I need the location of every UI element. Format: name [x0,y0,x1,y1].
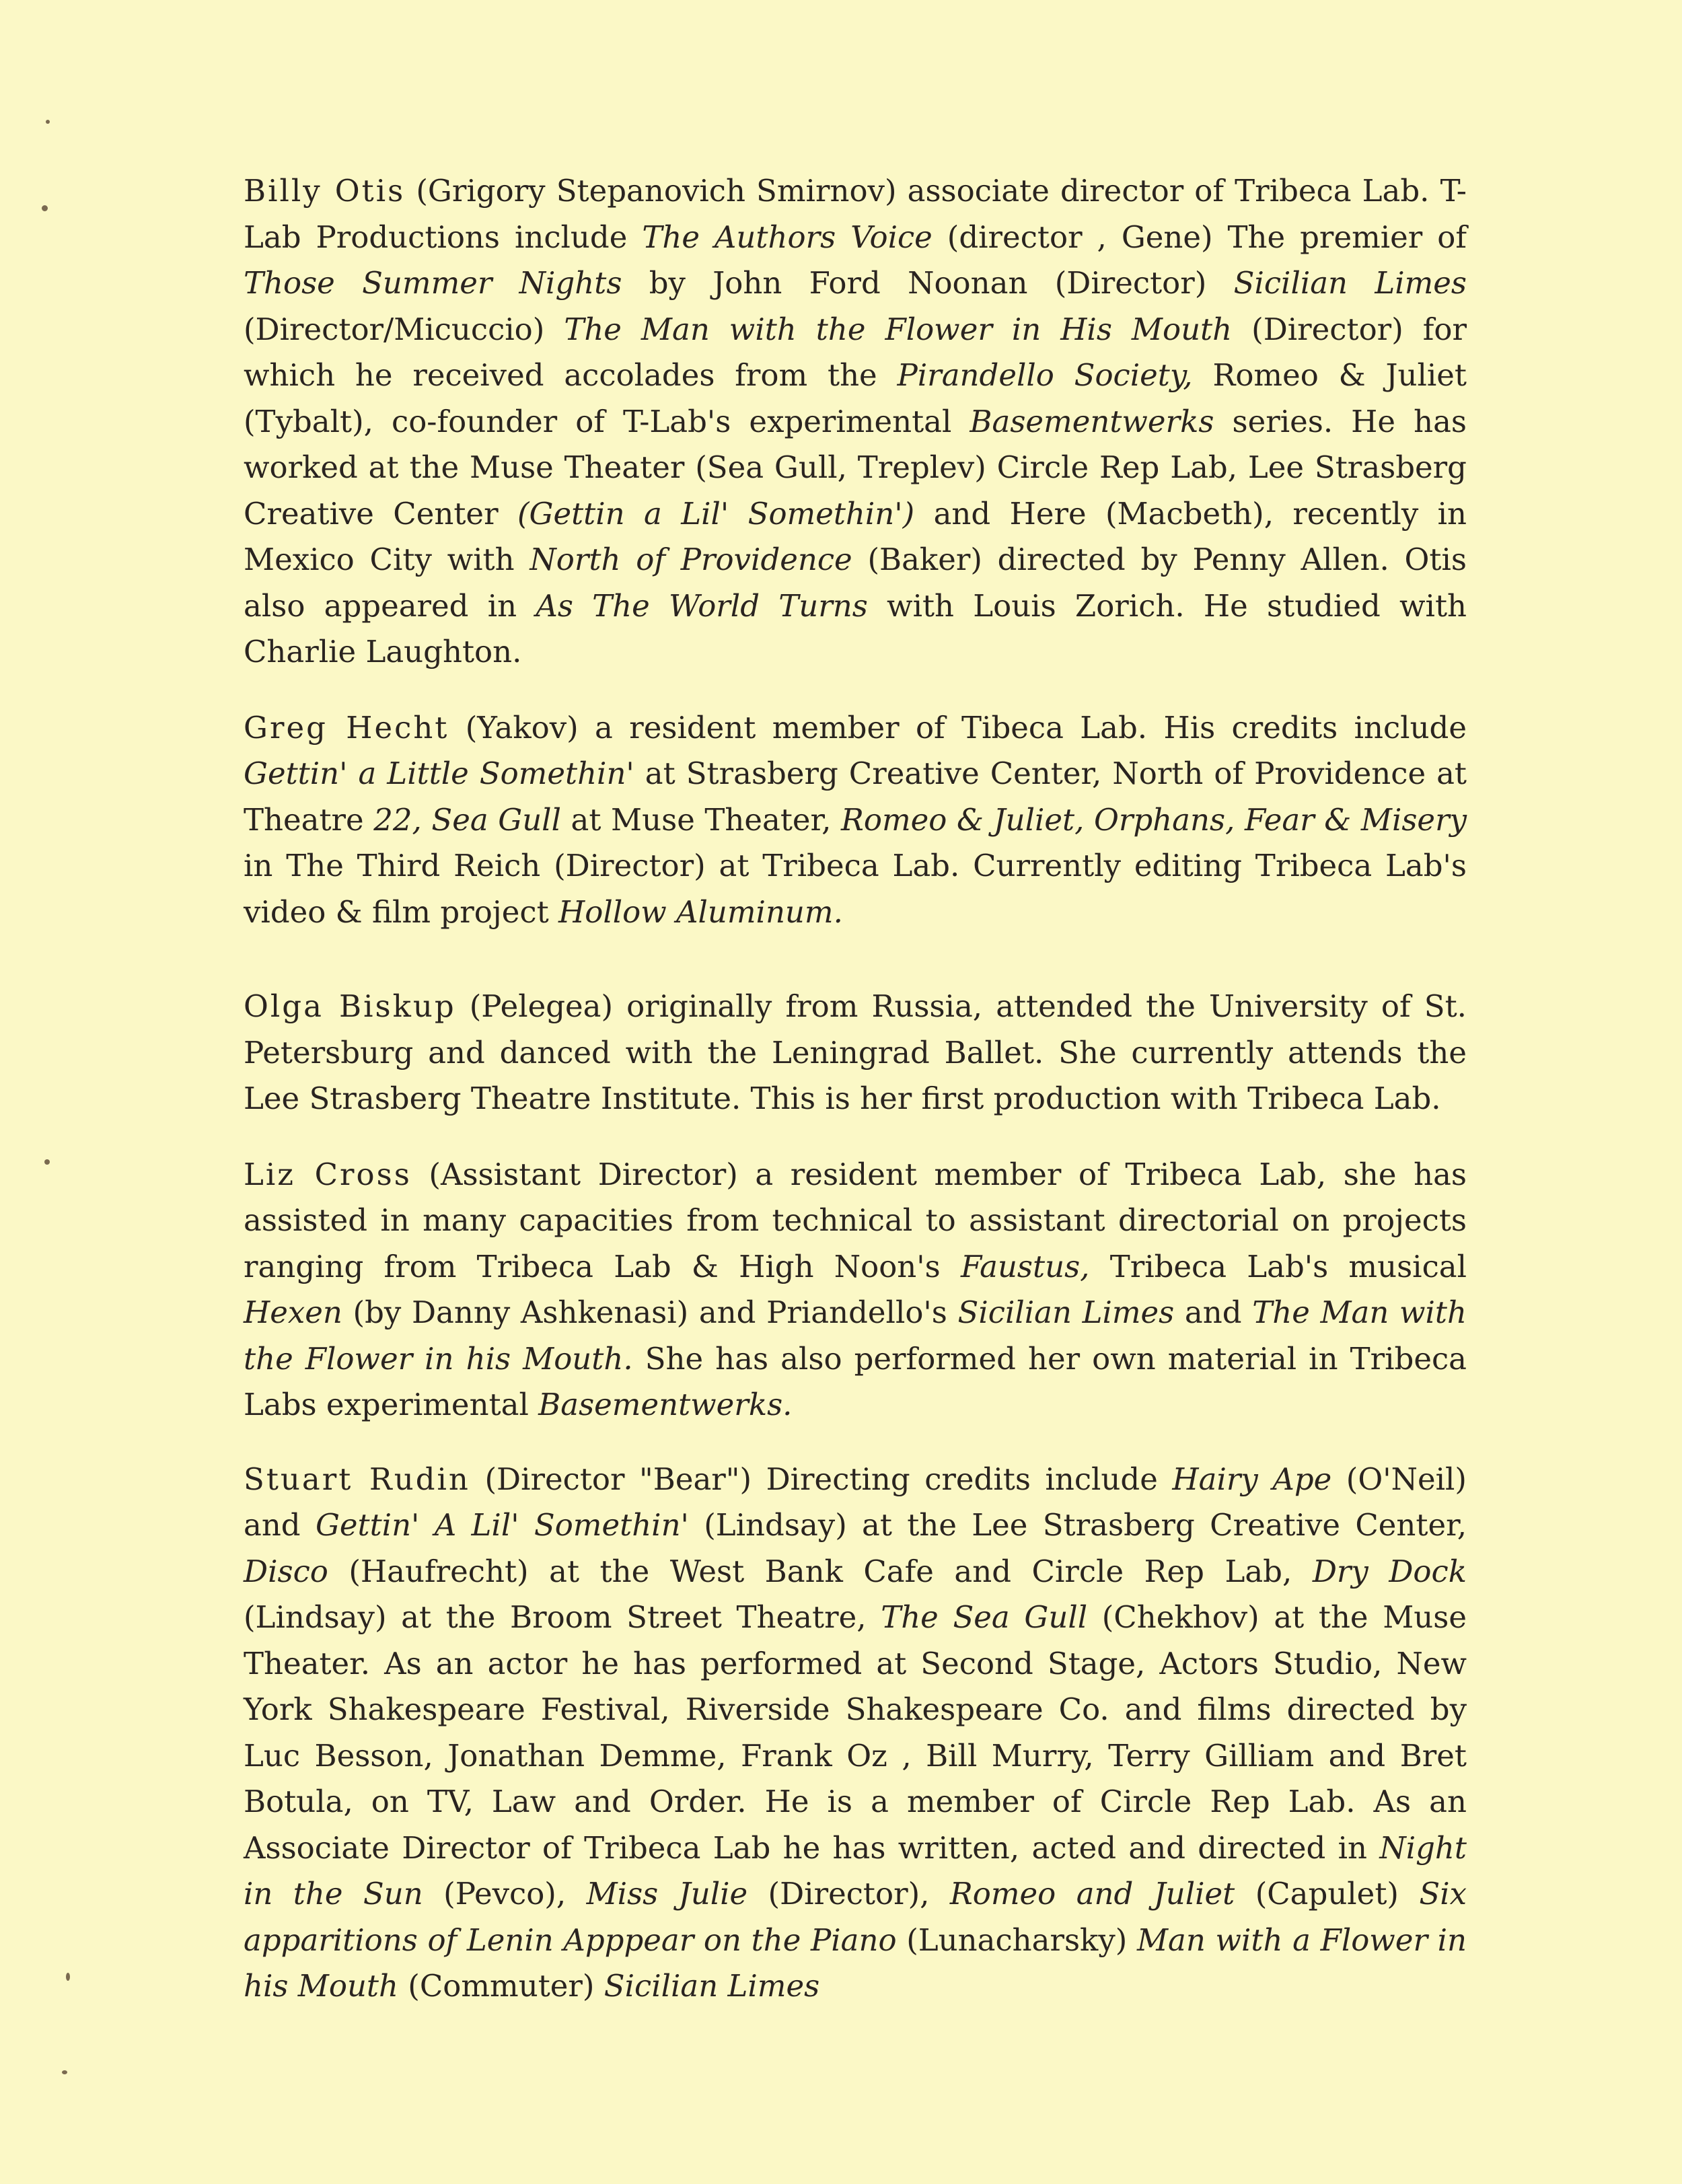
bio-text: (Director), [747,1876,950,1912]
bio-title-italic: Romeo & Juliet, Orphans, Fear & Misery [841,801,1467,838]
bio-text: and Here (Macbeth), recently in Mexico City with [244,495,1467,577]
bio-text: (by Danny Ashkenasi) and Priandello's [342,1295,958,1330]
bio-title-italic: Disco [244,1553,328,1589]
bio-person-name: Stuart Rudin [244,1461,470,1497]
bio-title-italic: Miss Julie [586,1876,748,1912]
bio-title-italic: Hollow Aluminum. [558,894,843,930]
bio-title-italic: Night in the Sun [244,1829,1467,1912]
bio-title-italic: Basementwerks. [538,1387,793,1422]
bio-olga-biskup [244,984,1467,1122]
bio-stuart-rudin [244,1457,1467,2010]
bio-text: (Grigory Stepanovich Smirnov) associate director of Tribeca Lab. T-Lab Productions include [244,173,1467,255]
bio-text: in The Third Reich (Director) at Tribeca Lab. Currently editing Tribeca Lab's video & film project [244,848,1467,930]
bio-person-name: Greg Hecht [244,709,449,745]
bio-title-italic: Sicilian Limes [604,1968,820,2004]
paper-speck [66,1973,70,1981]
paper-speck [42,205,48,211]
bio-title-italic: Gettin' A Lil' Somethin' [315,1507,689,1543]
bio-liz-cross [244,1152,1467,1428]
bio-text: (Lindsay) at the Broom Street Theatre, [244,1599,881,1635]
bio-text: (Haufrecht) at the West Bank Cafe and Circle Rep Lab, [328,1553,1313,1589]
bio-title-italic: The Man with the Flower in his Mouth. [244,1295,1467,1377]
bio-title-italic: Hexen [244,1295,342,1330]
bio-title-italic: (Gettin a Lil' Somethin') [517,495,915,532]
bio-text: (Lunacharsky) [896,1922,1137,1958]
bio-text: (Chekhov) at the Muse Theater. As an actor he has performed at Second Stage, Actors Studio, New York Shakespeare Festival, Riverside Shakespeare Co. and films directed by Luc Besson, Jonathan Demme, Frank Oz , Bill Murry, Terry Gilliam and Bret Botula, on TV, Law and Order. He is a member of Circle Rep Lab. As an Associate Director of Tribeca Lab he has written, acted and directed in [244,1599,1467,1866]
bio-greg-hecht [244,705,1467,936]
bio-title-italic: Sicilian Limes [957,1295,1175,1330]
bio-title-italic: Basementwerks [970,403,1214,439]
bio-text: at Muse Theater, [560,801,842,838]
paper-speck [44,1159,50,1165]
bio-title-italic: Faustus, [960,1248,1090,1284]
bio-title-italic: As The World Turns [536,587,868,624]
bio-person-name: Liz Cross [244,1156,412,1192]
bio-text: (Assistant Director) a resident member of Tribeca Lab, she has assisted in many capacities from technical to assistant directorial on projects ranging from Tribeca Lab & High Noon's [244,1156,1467,1284]
bio-text: Romeo & Juliet (Tybalt), co-founder of T-Lab's experimental [244,357,1467,439]
paper-speck [46,120,50,124]
bio-title-italic: 22, Sea Gull [373,801,561,838]
bio-text: (O'Neil) and [244,1461,1467,1543]
bio-text: with Louis Zorich. He studied with Charlie Laughton. [244,587,1467,669]
bio-title-italic: Romeo and Juliet [949,1876,1235,1912]
bio-title-italic: Those Summer Nights [244,265,622,301]
bio-title-italic: Pirandello Society, [897,357,1193,393]
bio-title-italic: Dry Dock [1312,1553,1467,1589]
bio-text: at Strasberg Creative Center, North of Providence at Theatre [244,756,1467,838]
bio-text: (Director) for which he received accolades from the [244,311,1467,393]
bio-text: and [1174,1295,1253,1330]
bio-text: by John Ford Noonan (Director) [622,265,1234,301]
bio-title-italic: Gettin' a Little Somethin' [244,756,634,791]
bio-text: (Capulet) [1235,1876,1420,1912]
bio-person-name: Billy Otis [244,173,406,209]
bio-title-italic: Sicilian Limes [1233,265,1467,301]
bio-text: (Director "Bear") Directing credits include [470,1461,1173,1497]
bio-text: (Director/Micuccio) [244,311,564,347]
bio-person-name: Olga Biskup [244,988,456,1024]
bio-text: Tribeca Lab's musical [1089,1248,1467,1284]
bio-title-italic: North of Providence [529,542,852,577]
bio-text: (Commuter) [398,1968,604,2004]
bio-title-italic: The Authors Voice [642,219,933,255]
bio-title-italic: Six apparitions of Lenin Apppear on the Piano [244,1876,1467,1958]
paper-speck [62,2070,67,2074]
bio-text: (director , Gene) The premier of [932,219,1467,255]
bio-title-italic: Hairy Ape [1172,1461,1332,1497]
bio-title-italic: Man with a Flower in his Mouth [244,1922,1467,2004]
bio-text: (Pevco), [423,1876,587,1912]
bio-billy-otis [244,168,1467,676]
bio-title-italic: The Sea Gull [881,1599,1088,1635]
bio-text: (Baker) directed by Penny Allen. Otis also appeared in [244,542,1467,624]
bio-title-italic: The Man with the Flower in His Mouth [564,311,1233,347]
bio-text: She has also performed her own material in Tribeca Labs experimental [244,1340,1467,1422]
document-page [244,168,1467,2010]
bio-text: (Yakov) a resident member of Tibeca Lab. His credits include [449,709,1467,745]
bio-text: series. He has worked at the Muse Theater (Sea Gull, Treplev) Circle Rep Lab, Lee Strasberg Creative Center [244,403,1467,532]
bio-text: (Lindsay) at the Lee Strasberg Creative Center, [688,1507,1467,1543]
bio-text: (Pelegea) originally from Russia, attended the University of St. Petersburg and danced with the Leningrad Ballet. She currently attends the Lee Strasberg Theatre Institute. This is her first production with Tribeca Lab. [244,988,1467,1116]
